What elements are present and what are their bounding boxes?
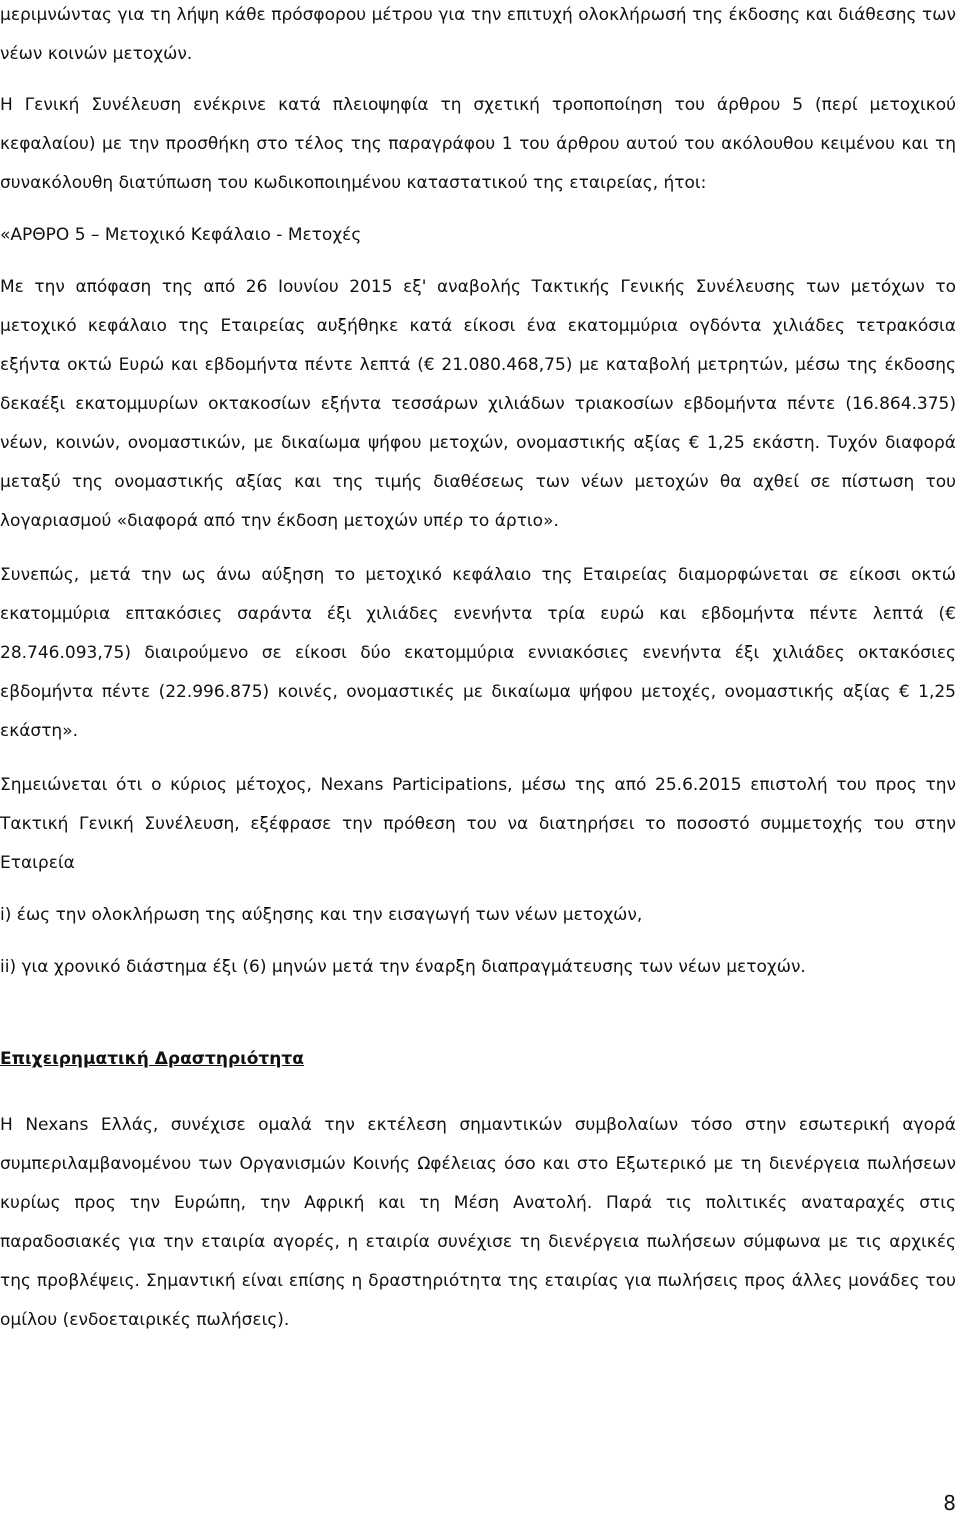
shareholder-note-paragraph: Σημειώνεται ότι ο κύριος μέτοχος, Nexans Participations, μέσω της από 25.6.2015 επιστολή του προς την Τακτική Γενική Συνέλευση, εξέφρασε την πρόθεση του να διατηρήσει το ποσοστό συμμετοχής του στην Εταιρεία — [0, 775, 956, 873]
section-heading-text: Επιχειρηματική Δραστηριότητα — [0, 1049, 304, 1069]
business-activity-paragraph: Η Nexans Ελλάς, συνέχισε ομαλά την εκτέλεση σημαντικών συμβολαίων τόσο στην εσωτερική αγορά συμπεριλαμβανομένου των Οργανισμών Κοινής Ωφέλειας όσο και στο Εξωτερικό με τη διενέργεια πωλήσεων κυρίως προς την Ευρώπη, την Αφρική και τη Μέση Ανατολή. Παρά τις πολιτικές αναταραχές στις παραδοσιακές για την εταιρία αγορές, η εταιρία συνέχισε τη διενέργεια πωλήσεων σύμφωνα με τις αρχικές της προβλέψεις. Σημαντική είναι επίσης η δραστηριότητα της εταιρίας για πωλήσεις προς άλλες μονάδες του ομίλου (ενδοεταιρικές πωλήσεις). — [0, 1115, 956, 1330]
list-item-six-months: ii) για χρονικό διάστημα έξι (6) μηνών μετά την έναρξη διαπραγμάτευσης των νέων μετοχών. — [0, 957, 806, 977]
article-body-capital-increase: Με την απόφαση της από 26 Ιουνίου 2015 εξ' αναβολής Τακτικής Γενικής Συνέλευσης των μετόχων το μετοχικό κεφάλαιο της Εταιρείας αυξήθηκε κατά είκοσι ένα εκατομμύρια ογδόντα χιλιάδες τετρακόσια εξήντα οκτώ Ευρώ και εβδομήντα πέντε λεπτά (€ 21.080.468,75) με καταβολή μετρητών, μέσω της έκδοσης δεκαέξι εκατομμυρίων οκτακοσίων εξήντα τεσσάρων χιλιάδων τριακοσίων εβδομήντα πέντε (16.864.375) νέων, κοινών, ονομαστικών, με δικαίωμα ψήφου μετοχών, ονομαστικής αξίας € 1,25 εκάστη. Τυχόν διαφορά μεταξύ της ονομαστικής αξίας και της τιμής διαθέσεως των νέων μετοχών θα αχθεί σε πίστωση του λογαριασμού «διαφορά από την έκδοση μετοχών υπέρ το άρτιο». — [0, 277, 956, 531]
amendment-paragraph: Η Γενική Συνέλευση ενέκρινε κατά πλειοψηφία τη σχετική τροποποίηση του άρθρου 5 (περί μετοχικού κεφαλαίου) με την προσθήκη στο τέλος της παραγράφου 1 του άρθρου αυτού του ακόλουθου κειμένου και τη συνακόλουθη διατύπωση του κωδικοποιημένου καταστατικού της εταιρείας, ήτοι: — [0, 95, 956, 193]
page-number: 8 — [943, 1491, 956, 1515]
intro-continuation-paragraph: μεριμνώντας για τη λήψη κάθε πρόσφορου μέτρου για την επιτυχή ολοκλήρωσή της έκδοσης και διάθεσης των νέων κοινών μετοχών. — [0, 5, 956, 64]
section-heading — [0, 1040, 304, 1079]
list-item-completion: i) έως την ολοκλήρωση της αύξησης και την εισαγωγή των νέων μετοχών, — [0, 905, 643, 925]
article-title: «ΑΡΘΡΟ 5 – Μετοχικό Κεφάλαιο - Μετοχές — [0, 225, 362, 245]
article-body-resulting-capital: Συνεπώς, μετά την ως άνω αύξηση το μετοχικό κεφάλαιο της Εταιρείας διαμορφώνεται σε είκοσι οκτώ εκατομμύρια επτακόσιες σαράντα έξι χιλιάδες ενενήντα τρία ευρώ και εβδομήντα πέντε λεπτά (€ 28.746.093,75) διαιρούμενο σε είκοσι δύο εκατομμύρια εννιακόσιες ενενήντα έξι χιλιάδες οκτακόσιες εβδομήντα πέντε (22.996.875) κοινές, ονομαστικές με δικαίωμα ψήφου μετοχές, ονομαστικής αξίας € 1,25 εκάστη». — [0, 565, 956, 741]
